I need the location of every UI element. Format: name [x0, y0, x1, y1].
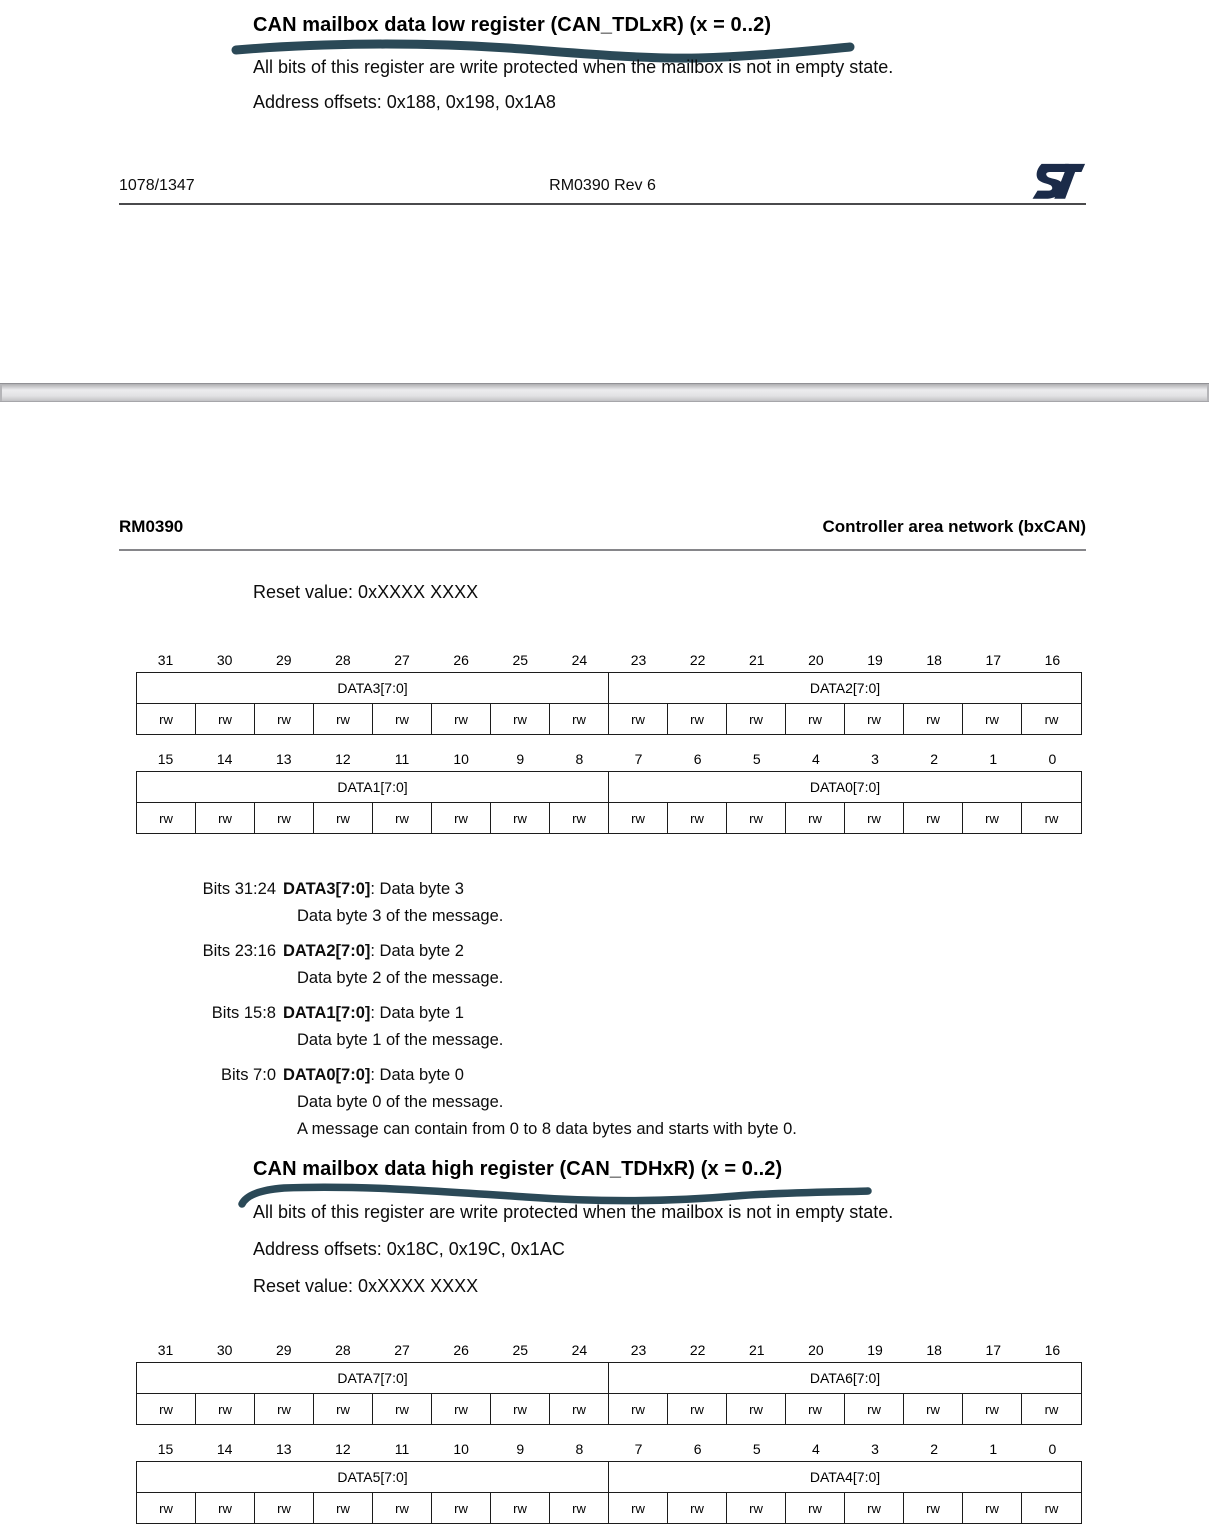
- access-type-cell: rw: [314, 1394, 373, 1424]
- access-type-cell: rw: [668, 803, 727, 833]
- bit-number: 30: [216, 652, 233, 668]
- low-register-address-offsets: Address offsets: 0x188, 0x198, 0x1A8: [253, 92, 556, 112]
- bit-description-line: Data byte 3 of the message.: [297, 907, 504, 925]
- access-type-cell: rw: [491, 704, 550, 734]
- bit-number: 26: [453, 1342, 469, 1358]
- access-type-cell: rw: [255, 1394, 314, 1424]
- bit-number: 9: [516, 1441, 525, 1457]
- bit-number: 17: [985, 1342, 1002, 1358]
- field-name-cell: DATA2[7:0]: [809, 680, 881, 696]
- bit-number: 20: [808, 652, 824, 668]
- bit-number: 29: [276, 1342, 292, 1358]
- high-register-reset-value: Reset value: 0xXXXX XXXX: [253, 1276, 479, 1296]
- bit-number: 12: [335, 1441, 351, 1457]
- access-type-cell: rw: [609, 1394, 668, 1424]
- bit-field-short-desc: : Data byte 0: [370, 1066, 464, 1084]
- field-name-cell: DATA5[7:0]: [137, 1462, 609, 1492]
- access-type-cell: rw: [255, 803, 314, 833]
- header-rule: [119, 549, 1086, 551]
- access-type-cell: rw: [1044, 1500, 1059, 1516]
- access-type-cell: rw: [963, 1394, 1022, 1424]
- field-name-cell: DATA4[7:0]: [809, 1469, 881, 1485]
- bit-number: 16: [1044, 1342, 1061, 1358]
- st-logo-icon: [1028, 160, 1086, 204]
- bit-description-line: Data byte 1 of the message.: [297, 1031, 504, 1049]
- page-divider-bar: [0, 383, 1209, 402]
- field-name-row: [137, 1462, 1081, 1493]
- bit-index-row: [136, 646, 1082, 668]
- bit-range-label: Bits 15:8: [211, 1004, 276, 1022]
- access-type-cell: rw: [727, 1394, 786, 1424]
- access-type-cell: rw: [196, 1493, 255, 1523]
- access-type-cell: rw: [727, 803, 786, 833]
- access-type-cell: rw: [196, 803, 255, 833]
- footer-rule: [119, 203, 1086, 205]
- access-type-cell: rw: [1044, 1401, 1059, 1417]
- field-name-cell: DATA0[7:0]: [809, 779, 881, 795]
- bit-description-line: Data byte 2 of the message.: [297, 969, 504, 987]
- bit-number: 18: [926, 1342, 942, 1358]
- bit-description-content: [283, 938, 1099, 992]
- field-name-cell: DATA7[7:0]: [137, 1363, 609, 1393]
- access-type-cell: rw: [668, 1493, 727, 1523]
- access-type-cell: rw: [137, 704, 196, 734]
- bit-index-row: [136, 1336, 1082, 1358]
- access-type-cell: rw: [373, 704, 432, 734]
- access-type-cell: rw: [255, 1493, 314, 1523]
- bit-number: 14: [216, 1441, 233, 1457]
- access-type-cell: rw: [137, 1394, 196, 1424]
- bit-number: 28: [335, 1342, 351, 1358]
- bit-descriptions: [119, 876, 1099, 1151]
- access-type-cell: rw: [845, 803, 904, 833]
- access-type-cell: rw: [432, 803, 491, 833]
- bit-number: 1: [989, 1441, 998, 1457]
- access-type-cell: rw: [963, 704, 1022, 734]
- bit-number: 24: [571, 1342, 588, 1358]
- bit-number: 23: [630, 652, 647, 668]
- bit-description-heading: [283, 1000, 1099, 1027]
- access-type-cell: rw: [314, 803, 373, 833]
- access-type-row: [137, 704, 1081, 734]
- bit-number: 11: [394, 751, 410, 767]
- bit-number: 24: [571, 652, 588, 668]
- access-type-cell: rw: [904, 704, 963, 734]
- bit-number: 9: [516, 751, 525, 767]
- bit-number: 10: [453, 751, 469, 767]
- access-type-cell: rw: [786, 704, 845, 734]
- access-type-cell: rw: [137, 803, 196, 833]
- bit-number: 25: [512, 652, 529, 668]
- access-type-cell: rw: [550, 803, 609, 833]
- field-name-row: [137, 772, 1081, 803]
- bit-number: 2: [930, 751, 939, 767]
- bit-number: 26: [453, 652, 469, 668]
- access-type-cell: rw: [550, 1493, 609, 1523]
- field-name-cell: DATA1[7:0]: [137, 772, 609, 802]
- access-type-cell: rw: [373, 1394, 432, 1424]
- bit-number: 21: [749, 1342, 765, 1358]
- bit-number: 7: [634, 1441, 643, 1457]
- bit-description-row: [119, 876, 1099, 930]
- bit-field-name: DATA3[7:0]: [283, 880, 371, 898]
- access-type-cell: rw: [432, 1493, 491, 1523]
- low-register-reset-value: Reset value: 0xXXXX XXXX: [253, 582, 479, 602]
- bit-range-label: Bits 31:24: [202, 880, 276, 898]
- access-type-cell: rw: [1044, 711, 1059, 727]
- access-type-cell: rw: [904, 1493, 963, 1523]
- table-row-gap: [136, 1425, 1082, 1435]
- access-type-cell: rw: [1044, 810, 1059, 826]
- bit-field-short-desc: : Data byte 2: [370, 942, 464, 960]
- bit-number: 31: [157, 1342, 174, 1358]
- bit-description-row: [119, 1062, 1099, 1143]
- bit-number: 12: [335, 751, 351, 767]
- field-name-row: [137, 1363, 1081, 1394]
- bit-number: 31: [157, 652, 174, 668]
- access-type-cell: rw: [786, 1394, 845, 1424]
- field-name-cell: DATA6[7:0]: [809, 1370, 881, 1386]
- bit-number: 0: [1048, 751, 1057, 767]
- bit-number: 6: [693, 1441, 702, 1457]
- bit-number: 3: [871, 751, 879, 767]
- bit-number: 30: [216, 1342, 233, 1358]
- access-type-cell: rw: [668, 1394, 727, 1424]
- bit-number: 16: [1044, 652, 1061, 668]
- access-type-cell: rw: [904, 803, 963, 833]
- table-row-gap: [136, 735, 1082, 745]
- access-type-cell: rw: [491, 1394, 550, 1424]
- bit-number: 18: [926, 652, 942, 668]
- access-type-cell: rw: [491, 1493, 550, 1523]
- access-type-row: [137, 1493, 1081, 1523]
- access-type-cell: rw: [491, 803, 550, 833]
- bit-number: 2: [930, 1441, 939, 1457]
- bit-number: 10: [453, 1441, 469, 1457]
- bit-field-short-desc: : Data byte 3: [370, 880, 464, 898]
- bit-description-content: [283, 1000, 1099, 1054]
- footer-doc-revision: RM0390 Rev 6: [549, 177, 656, 194]
- bit-number: 3: [871, 1441, 879, 1457]
- bit-description-heading: [283, 876, 1099, 903]
- access-type-cell: rw: [373, 803, 432, 833]
- access-type-cell: rw: [845, 1493, 904, 1523]
- bit-number: 5: [752, 1441, 761, 1457]
- access-type-cell: rw: [314, 704, 373, 734]
- access-type-cell: rw: [845, 704, 904, 734]
- bit-number: 22: [689, 652, 706, 668]
- access-type-cell: rw: [373, 1493, 432, 1523]
- bit-description-line: A message can contain from 0 to 8 data bytes and starts with byte 0.: [297, 1120, 797, 1138]
- bit-number: 21: [749, 652, 765, 668]
- access-type-cell: rw: [963, 803, 1022, 833]
- access-type-cell: rw: [845, 1394, 904, 1424]
- bit-number: 29: [276, 652, 292, 668]
- access-type-cell: rw: [255, 704, 314, 734]
- bit-field-name: DATA0[7:0]: [283, 1066, 371, 1084]
- field-name-row: [137, 673, 1081, 704]
- bit-field-name: DATA2[7:0]: [283, 942, 371, 960]
- bit-number: 22: [689, 1342, 706, 1358]
- bit-description-line: Data byte 0 of the message.: [297, 1093, 504, 1111]
- bit-range-label: Bits 7:0: [220, 1066, 276, 1084]
- bit-number: 8: [575, 751, 584, 767]
- bit-number: 13: [276, 1441, 292, 1457]
- bit-number: 6: [693, 751, 702, 767]
- access-type-cell: rw: [196, 704, 255, 734]
- bit-number: 25: [512, 1342, 529, 1358]
- high-register-note: All bits of this register are write protected when the mailbox is not in empty state.: [253, 1202, 894, 1222]
- bit-number: 14: [216, 751, 233, 767]
- high-register-title: CAN mailbox data high register (CAN_TDHxR) (x = 0..2): [253, 1158, 783, 1180]
- access-type-cell: rw: [727, 1493, 786, 1523]
- bit-range-label: Bits 23:16: [202, 942, 276, 960]
- access-type-cell: rw: [137, 1493, 196, 1523]
- register-row: [136, 1362, 1082, 1425]
- bit-number: 28: [335, 652, 351, 668]
- bit-number: 15: [157, 751, 174, 767]
- bit-index-row: [136, 745, 1082, 767]
- header-chapter-title: Controller area network (bxCAN): [822, 517, 1086, 536]
- register-row: [136, 672, 1082, 735]
- bit-number: 7: [634, 751, 643, 767]
- access-type-cell: rw: [196, 1394, 255, 1424]
- register-row: [136, 771, 1082, 834]
- bit-number: 15: [157, 1441, 174, 1457]
- high-register-bit-table: [136, 1336, 1082, 1524]
- bit-number: 19: [867, 1342, 883, 1358]
- low-register-bit-table: [136, 646, 1082, 834]
- access-type-cell: rw: [668, 704, 727, 734]
- low-register-title: CAN mailbox data low register (CAN_TDLxR) (x = 0..2): [253, 14, 772, 36]
- bit-number: 17: [985, 652, 1002, 668]
- bit-description-row: [119, 1000, 1099, 1054]
- access-type-cell: rw: [609, 803, 668, 833]
- bit-description-heading: [283, 938, 1099, 965]
- access-type-cell: rw: [727, 704, 786, 734]
- access-type-row: [137, 803, 1081, 833]
- access-type-cell: rw: [786, 1493, 845, 1523]
- bit-number: 27: [394, 652, 410, 668]
- bit-number: 11: [394, 1441, 410, 1457]
- access-type-row: [137, 1394, 1081, 1424]
- access-type-cell: rw: [904, 1394, 963, 1424]
- access-type-cell: rw: [963, 1493, 1022, 1523]
- bit-field-short-desc: : Data byte 1: [370, 1004, 464, 1022]
- bit-index-row: [136, 1435, 1082, 1457]
- bit-number: 1: [989, 751, 998, 767]
- register-row: [136, 1461, 1082, 1524]
- bit-number: 0: [1048, 1441, 1057, 1457]
- bit-description-content: [283, 1062, 1099, 1143]
- access-type-cell: rw: [550, 1394, 609, 1424]
- bit-number: 5: [752, 751, 761, 767]
- low-register-note: All bits of this register are write protected when the mailbox is not in empty state.: [253, 57, 894, 77]
- bit-description-heading: [283, 1062, 1099, 1089]
- footer-page-number: 1078/1347: [119, 177, 195, 194]
- header-doc-id: RM0390: [119, 517, 184, 536]
- bit-description-row: [119, 938, 1099, 992]
- access-type-cell: rw: [314, 1493, 373, 1523]
- access-type-cell: rw: [609, 1493, 668, 1523]
- bit-number: 27: [394, 1342, 410, 1358]
- bit-field-name: DATA1[7:0]: [283, 1004, 371, 1022]
- access-type-cell: rw: [550, 704, 609, 734]
- bit-description-content: [283, 876, 1099, 930]
- bit-number: 20: [808, 1342, 824, 1358]
- access-type-cell: rw: [609, 704, 668, 734]
- access-type-cell: rw: [432, 1394, 491, 1424]
- bit-number: 13: [276, 751, 292, 767]
- bit-number: 4: [812, 1441, 820, 1457]
- high-register-address-offsets: Address offsets: 0x18C, 0x19C, 0x1AC: [253, 1239, 565, 1259]
- bit-number: 4: [812, 751, 820, 767]
- access-type-cell: rw: [432, 704, 491, 734]
- field-name-cell: DATA3[7:0]: [137, 673, 609, 703]
- bit-number: 19: [867, 652, 883, 668]
- access-type-cell: rw: [786, 803, 845, 833]
- bit-number: 8: [575, 1441, 584, 1457]
- bit-number: 23: [630, 1342, 647, 1358]
